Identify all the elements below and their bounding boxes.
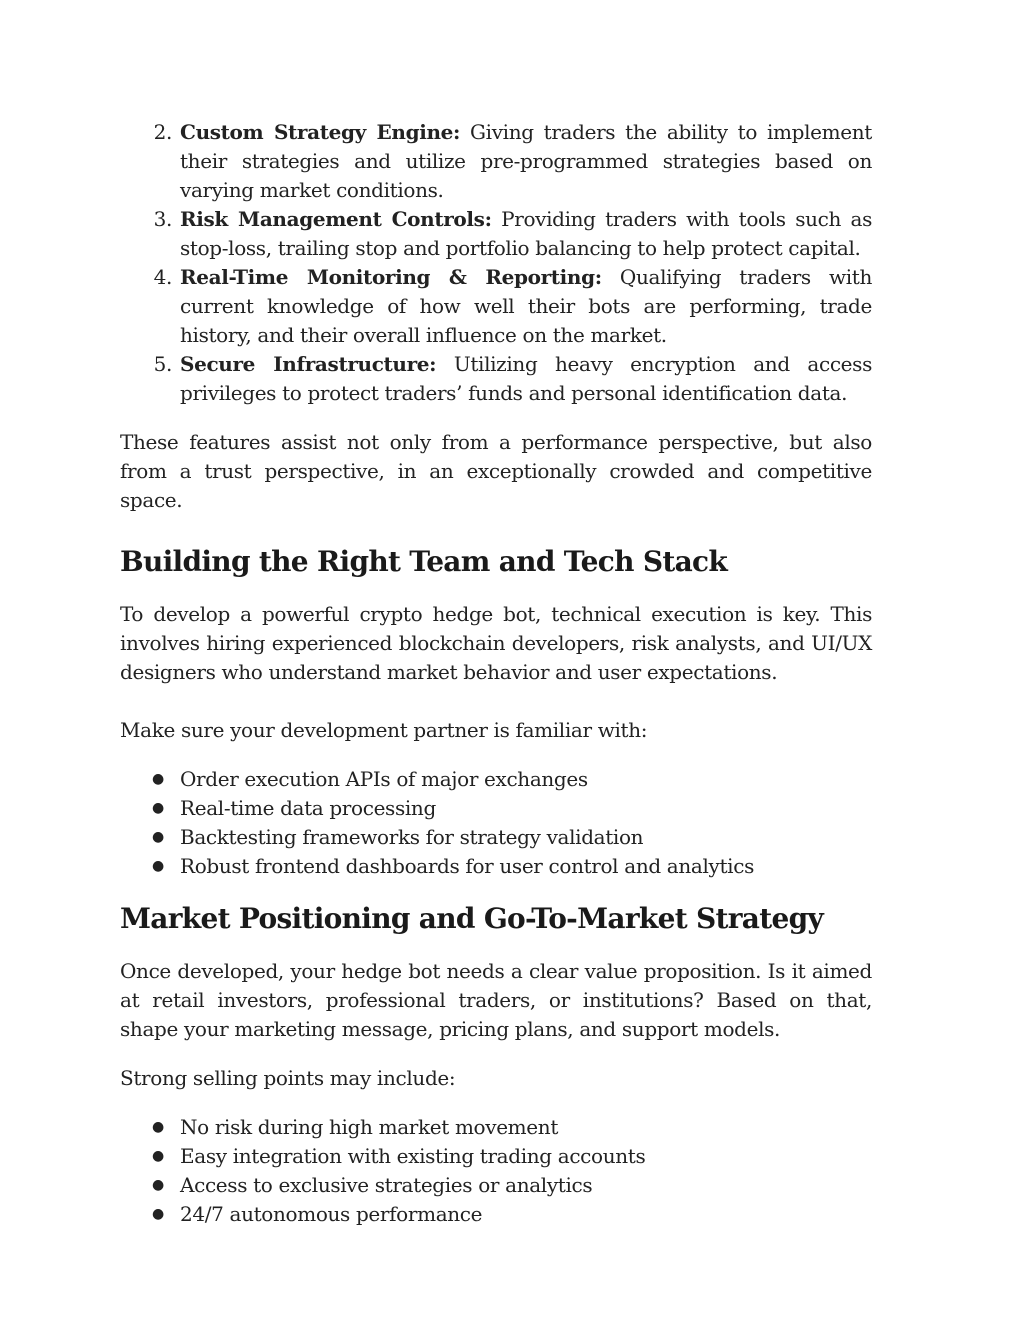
- item-title: Secure Infrastructure:: [180, 352, 437, 376]
- team-paragraph: To develop a powerful crypto hedge bot, technical execution is key. This involves hiring experienced blockchain developers, risk analysts, and UI/UX designers who understand market behavior and user expectations.: [120, 602, 872, 684]
- feature-numbered-list: [120, 118, 872, 408]
- list-item: [120, 1171, 872, 1200]
- market-paragraph: Once developed, your hedge bot needs a clear value proposition. Is it aimed at retail investors, professional traders, or institutions? Based on that, shape your marketing message, pricing plans, and support models.: [120, 959, 872, 1041]
- bullet-icon: ●: [152, 829, 164, 845]
- item-title: Risk Management Controls:: [180, 207, 492, 231]
- list-item: [120, 852, 872, 881]
- market-bullet-list: [120, 1113, 872, 1229]
- bullet-icon: ●: [152, 771, 164, 787]
- features-paragraph: These features assist not only from a performance perspective, but also from a trust perspective, in an exceptionally crowded and competitive space.: [120, 430, 872, 512]
- list-item: [120, 1113, 872, 1142]
- list-item-text: 24/7 autonomous performance: [180, 1202, 483, 1226]
- team-bullet-list: [120, 765, 872, 881]
- list-item-text: Order execution APIs of major exchanges: [180, 767, 588, 791]
- list-item: [120, 1142, 872, 1171]
- section-heading-market: Market Positioning and Go-To-Market Strategy: [120, 902, 824, 935]
- list-item: [120, 1200, 872, 1229]
- item-text: Qualifying traders with current knowledge of how well their bots are performing, trade history, and their overall influence on the market.: [180, 265, 872, 347]
- section-heading-team: Building the Right Team and Tech Stack: [120, 545, 728, 578]
- document-page: [120, 118, 872, 1229]
- item-title: Custom Strategy Engine:: [180, 120, 461, 144]
- item-text: Utilizing heavy encryption and access privileges to protect traders’ funds and personal identification data.: [180, 352, 872, 405]
- list-item-text: Real-time data processing: [180, 796, 436, 820]
- item-text: Providing traders with tools such as stop-loss, trailing stop and portfolio balancing to help protect capital.: [180, 207, 872, 260]
- list-item-text: Access to exclusive strategies or analytics: [180, 1173, 593, 1197]
- list-number: 2.: [153, 120, 172, 144]
- list-item: [120, 794, 872, 823]
- numbered-list-item: [120, 263, 872, 350]
- bullet-icon: ●: [152, 1119, 164, 1135]
- list-item-text: Easy integration with existing trading accounts: [180, 1144, 646, 1168]
- list-item-text: Robust frontend dashboards for user control and analytics: [180, 854, 754, 878]
- item-title: Real-Time Monitoring & Reporting:: [180, 265, 602, 289]
- list-number: 3.: [153, 207, 172, 231]
- bullet-icon: ●: [152, 1206, 164, 1222]
- numbered-list-item: [120, 118, 872, 205]
- item-text: Giving traders the ability to implement their strategies and utilize pre-programmed strategies based on varying market conditions.: [180, 120, 872, 202]
- list-item: [120, 765, 872, 794]
- bullet-icon: ●: [152, 1148, 164, 1164]
- bullet-icon: ●: [152, 800, 164, 816]
- market-intro-paragraph: Strong selling points may include:: [120, 1066, 456, 1090]
- numbered-list-item: [120, 350, 872, 408]
- list-item: [120, 823, 872, 852]
- list-number: 5.: [153, 352, 172, 376]
- numbered-list-item: [120, 205, 872, 263]
- team-intro-paragraph: Make sure your development partner is familiar with:: [120, 718, 648, 742]
- list-number: 4.: [153, 265, 172, 289]
- bullet-icon: ●: [152, 1177, 164, 1193]
- bullet-icon: ●: [152, 858, 164, 874]
- list-item-text: No risk during high market movement: [180, 1115, 559, 1139]
- list-item-text: Backtesting frameworks for strategy validation: [180, 825, 644, 849]
